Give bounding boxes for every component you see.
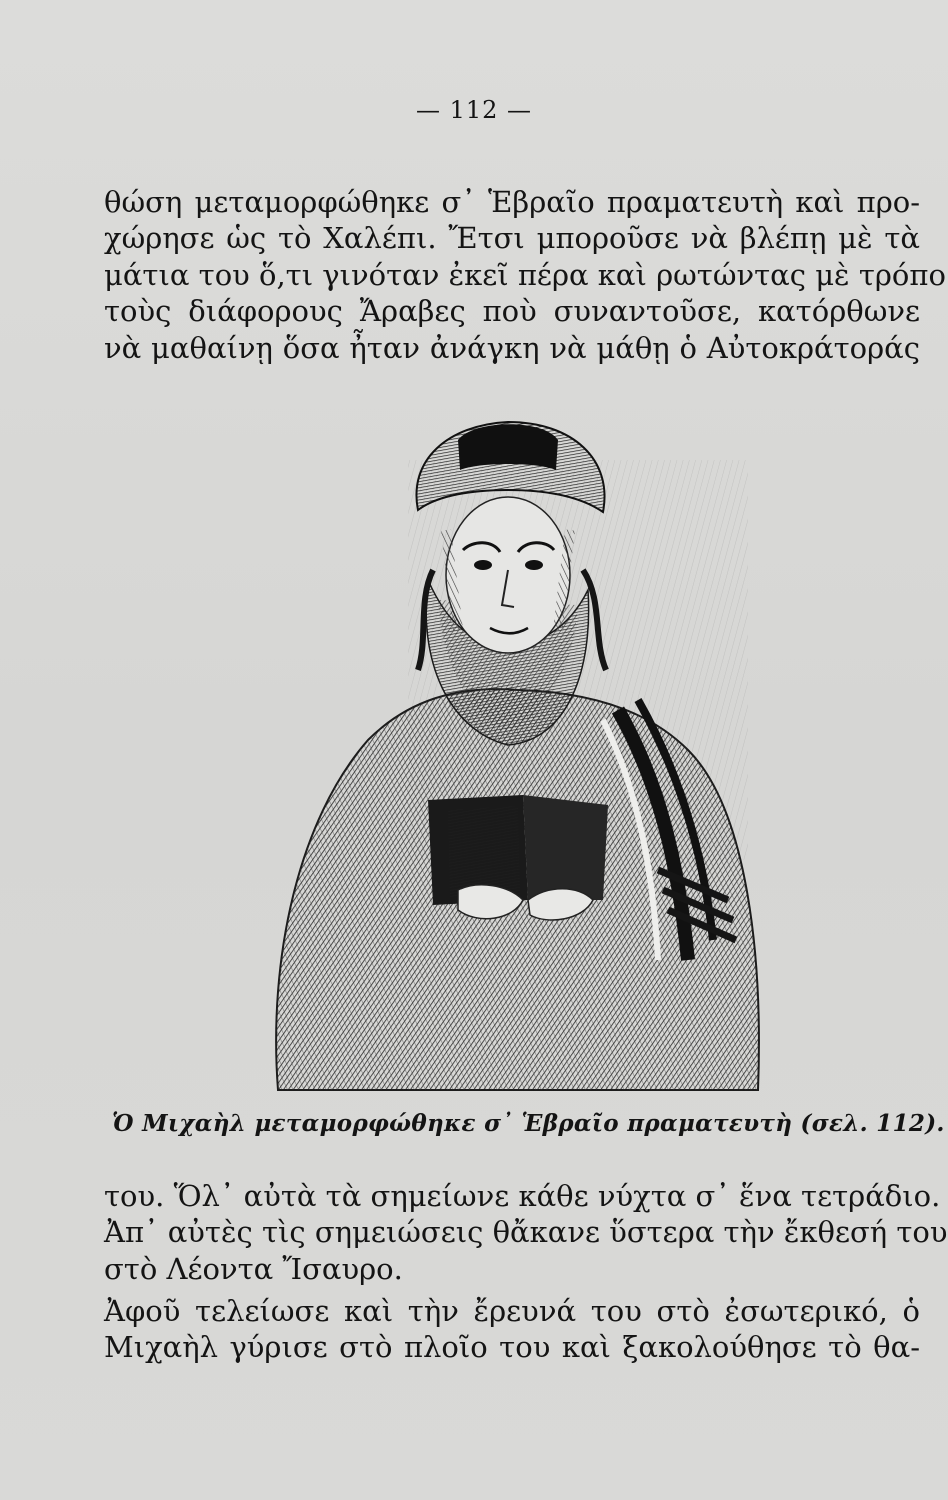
bottom-paragraph-2 xyxy=(104,1293,920,1366)
top-paragraph xyxy=(104,184,946,366)
illustration-caption: Ὁ Μιχαὴλ μεταμορφώθηκε σ᾽ Ἑβραῖο πραματευτὴ (σελ. 112). xyxy=(112,1110,945,1137)
text-line: Μιχαὴλ γύρισε στὸ πλοῖο του καὶ ξακολούθησε τὸ θα- xyxy=(104,1330,920,1365)
text-line: του. Ὅλ᾽ αὐτὰ τὰ σημείωνε κάθε νύχτα σ᾽ ἕνα τετράδιο. xyxy=(104,1179,941,1213)
text-line: χώρησε ὡς τὸ Χαλέπι. Ἔτσι μποροῦσε νὰ βλέπῃ μὲ τὰ xyxy=(104,221,920,256)
text-line: στὸ Λέοντα Ἴσαυρο. xyxy=(104,1251,403,1286)
text-line: θώση μεταμορφώθηκε σ᾽ Ἑβραῖο πραματευτὴ καὶ προ- xyxy=(104,185,920,219)
text-line: Ἀπ᾽ αὐτὲς τὶς σημειώσεις θἄκανε ὕστερα τὴν ἔκθεσή του xyxy=(104,1215,948,1250)
bottom-paragraph-1 xyxy=(104,1178,948,1287)
text-line: μάτια του ὅ,τι γινόταν ἐκεῖ πέρα καὶ ρωτώντας μὲ τρόπο xyxy=(104,257,946,292)
text-line: τοὺς διάφορους Ἄραβες ποὺ συναντοῦσε, κατόρθωνε xyxy=(104,294,920,329)
engraved-portrait-illustration xyxy=(258,400,778,1100)
text-line: Ἀφοῦ τελείωσε καὶ τὴν ἔρευνά του στὸ ἐσωτερικό, ὁ xyxy=(104,1294,920,1328)
text-line: νὰ μαθαίνῃ ὅσα ἦταν ἀνάγκη νὰ μάθῃ ὁ Αὐτοκράτοράς xyxy=(104,330,920,365)
page-number: — 112 — xyxy=(415,96,533,124)
